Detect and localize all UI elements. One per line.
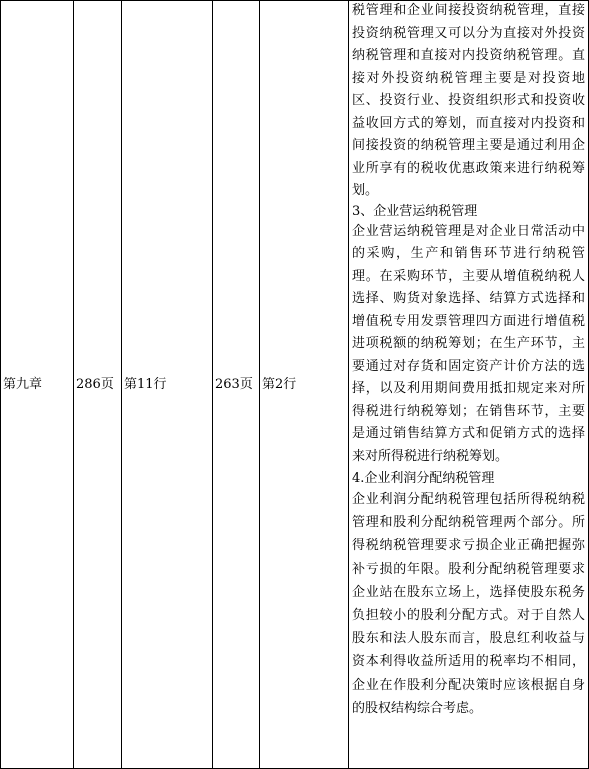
page-number-cell: 263页 <box>213 1 260 769</box>
heading-operating-tax: 3、企业营运纳税管理 <box>352 203 478 219</box>
table-row <box>1 1 589 769</box>
paragraph-profit-distribution-tax: 企业利润分配纳税管理包括所得税纳税管理和股利分配纳税管理两个部分。所得税纳税管理要求亏损企业正确把握弥补亏损的年限。股利分配纳税管理要求企业站在股东立场上，选择使股东税务负担较小的股利分配方式。对于自然人股东和法人股东而言，股息红利收益与资本利得收益所适用的税率均不相同，企业在作股利分配决策时应该根据自身的股权结构综合考虑。 <box>352 492 585 716</box>
heading-profit-distribution-tax: 4.企业利润分配纳税管理 <box>352 471 495 486</box>
paragraph-operating-tax: 企业营运纳税管理是对企业日常活动中的采购，生产和销售环节进行纳税管理。在采购环节，主要从增值税纳税人选择、购货对象选择、结算方式选择和增值税专用发票管理四方面进行增值税进项税额的纳税筹划；在生产环节，主要通过对存货和固定资产计价方法的选择，以及利用期间费用抵扣规定来对所得税进行纳税筹划；在销售环节，主要是通过销售结算方式和促销方式的选择来对所得税进行纳税筹划。 <box>352 223 585 464</box>
paragraph-investment-tax: 税管理和企业间接投资纳税管理，直接投资纳税管理又可以分为直接对外投资纳税管理和直接对内投资纳税管理。直接对外投资纳税管理主要是对投资地区、投资行业、投资组织形式和投资收益收回方式的筹划，而直接对内投资和间接投资的纳税管理主要是通过利用企业所享有的税收优惠政策来进行纳税筹划。 <box>352 3 585 198</box>
line-number-cell: 第2行 <box>260 1 349 769</box>
content-cell <box>349 1 589 769</box>
line-number-cell: 第11行 <box>122 1 213 769</box>
chapter-cell: 第九章 <box>1 1 74 769</box>
page-number-cell: 286页 <box>74 1 122 769</box>
